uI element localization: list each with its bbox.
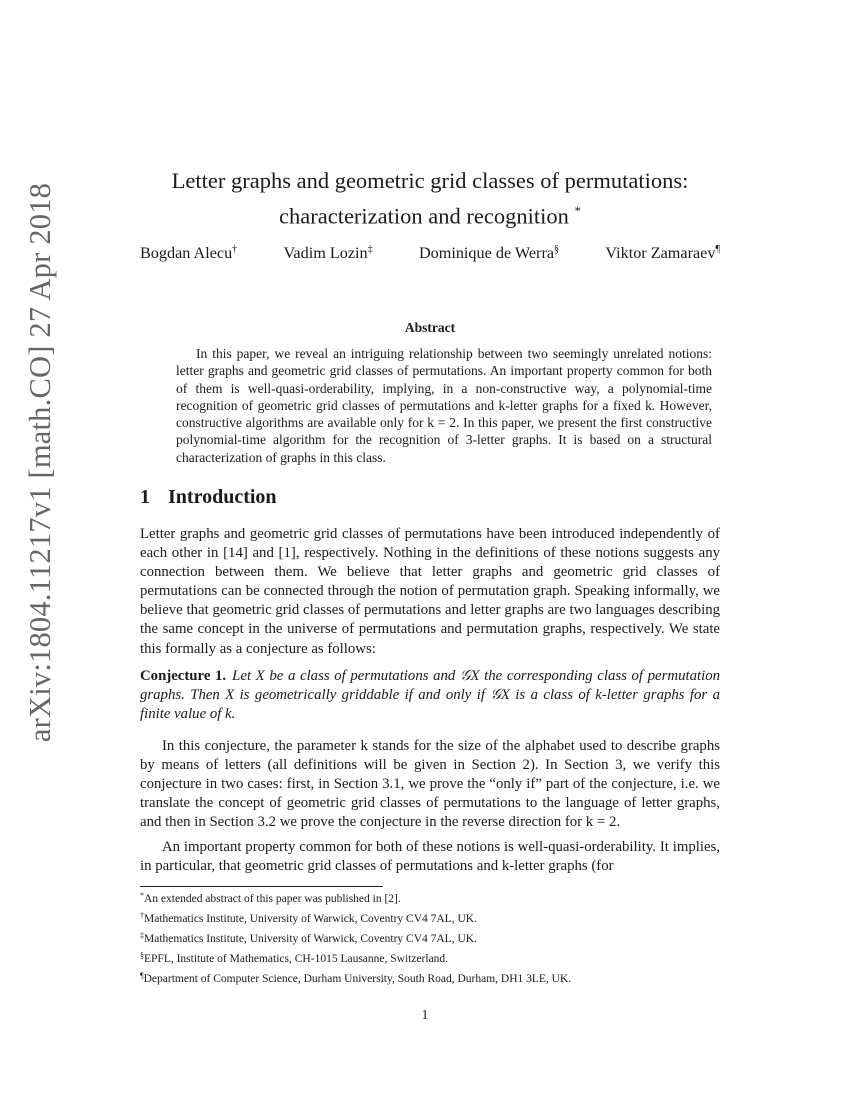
- footnote: ¶Department of Computer Science, Durham University, South Road, Durham, DH1 3LE, UK.: [140, 970, 572, 985]
- abstract-heading: Abstract: [404, 320, 456, 335]
- intro-paragraph-3: An important property common for both of these notions is well-quasi-orderability. It implies, in particular, that geometric grid classes of permutations and k-letter graphs (for: [140, 839, 720, 875]
- abstract-text: In this paper, we reveal an intriguing relationship between two seemingly unrelated notions: letter graphs and geometric grid classes of permutations. An important property common for both of them is well-quasi-orderability, implying, in a non-constructive way, a polynomial-time recognition of geometric grid classes of permutations and k-letter graphs for a fixed k. However, constructive algorithms are available only for k = 2. In this paper, we present the first constructive polynomial-time algorithm for the recognition of 3-letter graphs. It is based on a structural characterization of graphs in this class.: [176, 346, 712, 465]
- footnote: ‡Mathematics Institute, University of Warwick, Coventry CV4 7AL, UK.: [140, 930, 477, 945]
- conjecture-1: [140, 667, 720, 724]
- footnotes: [140, 888, 720, 988]
- author: Vadim Lozin‡: [283, 244, 373, 262]
- conjecture-label: Conjecture 1.: [140, 668, 227, 684]
- section-heading: [140, 486, 277, 509]
- footnote: *An extended abstract of this paper was published in [2].: [140, 891, 401, 905]
- author-list: [140, 244, 720, 263]
- arxiv-stamp-text: arXiv:1804.11217v1 [math.CO] 27 Apr 2018: [23, 182, 58, 742]
- title-line-1: Letter graphs and geometric grid classes of permutations:: [171, 168, 689, 193]
- footnote-divider: [140, 886, 383, 887]
- title-footnote-mark: *: [574, 203, 581, 218]
- arxiv-identifier-stamp: [21, 182, 61, 742]
- conjecture-text: Let X be a class of permutations and 𝒢X the corresponding class of permutation graphs. Then X is geometrically griddable if and only if 𝒢X is a class of k-letter graphs for a finite value of k.: [140, 668, 720, 723]
- intro-paragraph-2: In this conjecture, the parameter k stands for the size of the alphabet used to describe graphs by means of letters (all definitions will be given in Section 2). In Section 3, we verify this conjecture in two cases: first, in Section 3.1, we prove the “only if” part of the conjecture, i.e. we translate the concept of geometric grid classes of permutations to the language of letter graphs, and then in Section 3.2 we prove the conjecture in the reverse direction for k = 2.: [140, 738, 720, 831]
- footnote: §EPFL, Institute of Mathematics, CH-1015 Lausanne, Switzerland.: [140, 950, 449, 965]
- paper-title: [140, 166, 720, 232]
- section-number: 1: [140, 486, 150, 508]
- title-line-2: characterization and recognition: [279, 203, 569, 229]
- author: Dominique de Werra§: [418, 244, 560, 262]
- author: Viktor Zamaraev¶: [605, 244, 720, 262]
- intro-paragraph-1: Letter graphs and geometric grid classes of permutations have been introduced independently of each other in [14] and [1], respectively. Nothing in the definitions of these notions suggests any connection between them. We believe that letter graphs and geometric grid classes of permutations can be connected through the notion of permutation graph. Speaking informally, we believe that geometric grid classes of permutations and letter graphs are two languages describing the same concept in the universe of permutations and permutation graphs, respectively. We state this formally as a conjecture as follows:: [140, 526, 720, 657]
- section-title: Introduction: [168, 486, 277, 508]
- author: Bogdan Alecu†: [140, 244, 238, 262]
- page-number: 1: [421, 1008, 429, 1023]
- footnote: †Mathematics Institute, University of Warwick, Coventry CV4 7AL, UK.: [140, 910, 477, 925]
